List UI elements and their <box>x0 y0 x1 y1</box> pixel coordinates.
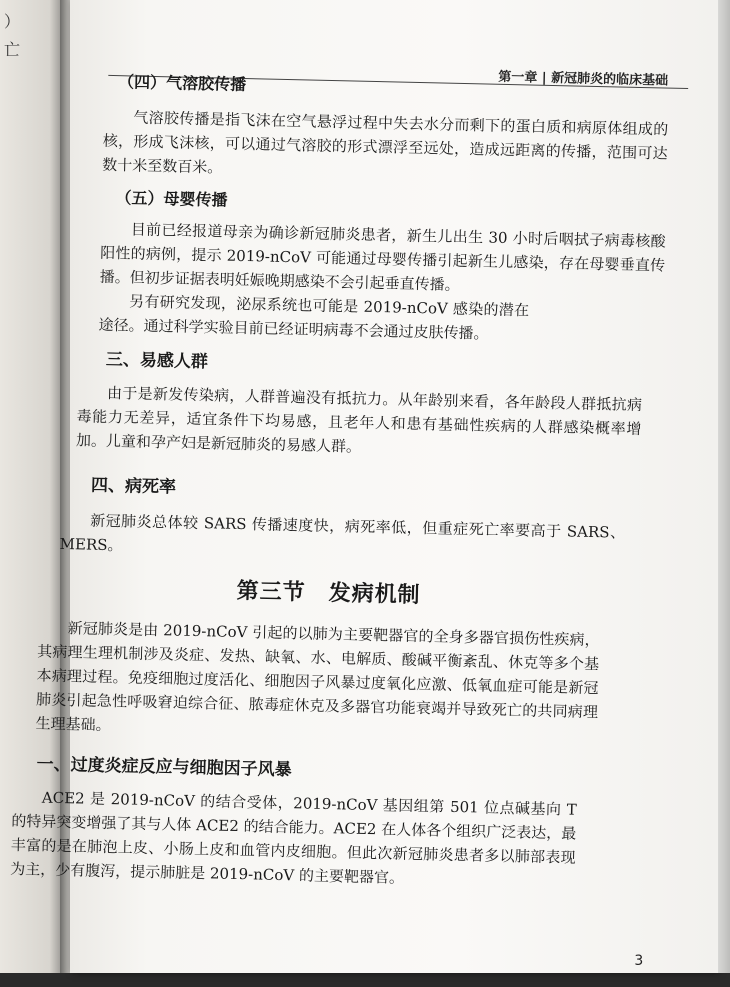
paragraph-susceptible: 由于是新发传染病，人群普遍没有抵抗力。从年龄别来看，各年龄段人群抵抗病毒能力无差异，适宜条件下均易感，且老年人和患有基础性疾病的人群感染概率增加。儿童和孕产妇是新冠肺炎的易感人群。 <box>75 383 643 456</box>
paragraph-aerosol: 气溶胶传播是指飞沫在空气悬浮过程中失去水分而剩下的蛋白质和病原体组成的核，形成飞沫核，可以通过气溶胶的形式漂浮至远处，造成远距离的传播，范围可达数十米至数百米。 <box>102 108 669 177</box>
heading-inflammation-cytokine-storm: 一、过度炎症反应与细胞因子风暴 <box>36 754 292 781</box>
heading-mother-infant-transmission: （五）母婴传播 <box>115 188 228 210</box>
section-title: 第三节 发病机制 <box>236 577 421 609</box>
book-page <box>10 0 718 973</box>
left-page-fragment <box>4 8 20 64</box>
paragraph-mechanism: 新冠肺炎是由 2019-nCoV 引起的以肺为主要靶器官的全身多器官损伤性疾病，其病理生理机制涉及炎症、发热、缺氧、水、电解质、酸碱平衡紊乱、休克等多个基本病理过程。免疫细胞过度活化、细胞因子风暴过度氧化应激、低氧血症可能是新冠肺炎引起急性呼吸窘迫综合征、脓毒症休克及多器官功能衰竭并导致死亡的共同病理生理基础。 <box>35 619 600 735</box>
heading-mortality: 四、病死率 <box>90 475 177 498</box>
heading-aerosol-transmission: （四）气溶胶传播 <box>117 72 247 95</box>
left-page-mark-1: ） <box>4 12 21 31</box>
paragraph-ace2: ACE2 是 2019-nCoV 的结合受体，2019-nCoV 基因组第 501 位点碱基向 T 的特异突变增强了其与人体 ACE2 的结合能力。ACE2 在人体各个组织广泛表达，最丰富的是在肺泡上皮、小肠上皮和血管内皮细胞。但此次新冠肺炎患者多以肺部表现为主，少有腹泻，提示肺脏是 2019-nCoV 的主要靶器官。 <box>10 788 577 887</box>
paragraph-mother-infant: 目前已经报道母亲为确诊新冠肺炎患者，新生儿出生 30 小时后咽拭子病毒核酸阳性的病例，提示 2019-nCoV 可能通过母婴传播引起新生儿感染，存在母婴垂直传播。但初步证据表明妊娠晚期感染不会引起垂直传播。 <box>99 220 666 294</box>
heading-susceptible-population: 三、易感人群 <box>105 349 209 373</box>
paragraph-other-routes: 另有研究发现，泌尿系统也可能是 2019-nCoV 感染的潜在途径。通过科学实验目前已经证明病毒不会通过皮肤传播。 <box>98 292 530 343</box>
paragraph-mortality: 新冠肺炎总体较 SARS 传播速度快，病死率低，但重症死亡率要高于 SARS、MERS。 <box>59 511 626 555</box>
left-page-mark-2: 亡 <box>4 40 21 59</box>
page-stack-edge <box>718 0 730 973</box>
running-head: 第一章 | 新冠肺炎的临床基础 <box>498 69 669 89</box>
page-number: 3 <box>634 953 644 970</box>
page-content <box>10 0 718 987</box>
